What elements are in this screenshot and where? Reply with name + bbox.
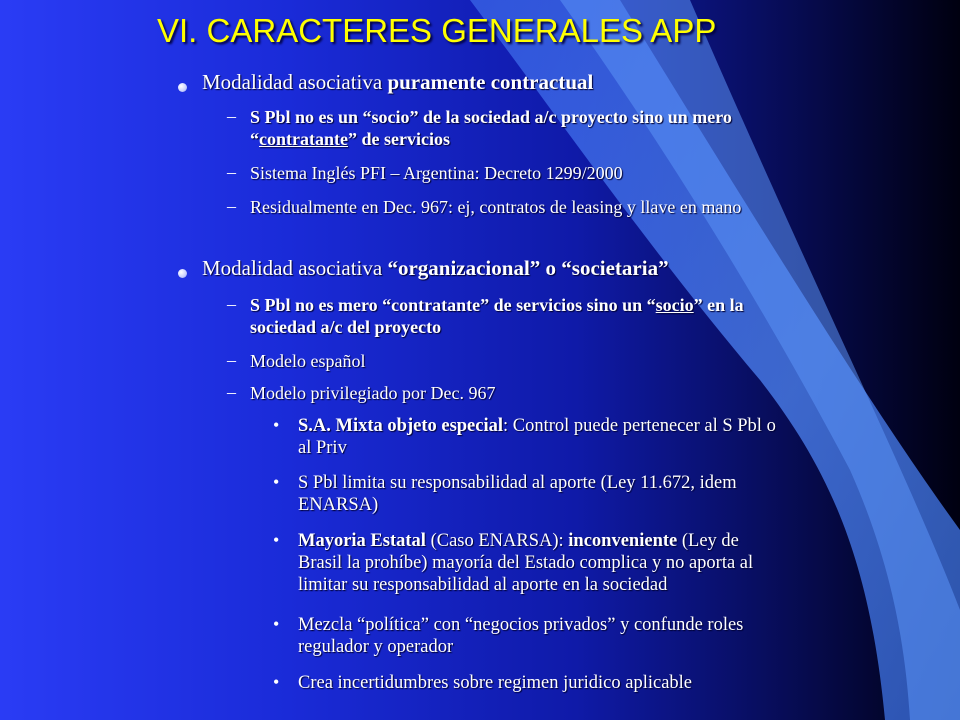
small-bullet-icon: • — [273, 472, 280, 492]
slide-title: VI. CARACTERES GENERALES APP — [157, 12, 717, 49]
sub-1-1-line2-end: ” de servicios — [347, 129, 450, 149]
point-1-line2: al Priv — [298, 438, 347, 458]
dash-icon: – — [227, 162, 236, 182]
dash-icon: – — [227, 382, 236, 402]
small-bullet-icon: • — [273, 672, 280, 692]
dash-icon: – — [227, 350, 236, 370]
sub-1-2: Sistema Inglés PFI – Argentina: Decreto 1299/2000 — [250, 163, 623, 183]
bullet-1-bold: puramente contractual — [387, 70, 594, 94]
sub-2-1 — [250, 294, 930, 338]
point-3-line2: Brasil la prohíbe) mayoría del Estado complica y no aporta al — [298, 553, 754, 573]
point-2 — [298, 472, 928, 516]
bullet-1 — [202, 70, 593, 95]
sub-2-1-post: ” en la — [693, 295, 744, 315]
point-3-bold2: inconveniente — [568, 531, 678, 551]
dash-icon: – — [227, 196, 236, 216]
bullet-2 — [202, 256, 669, 281]
sub-2-1-underlined: socio — [655, 295, 694, 315]
point-1 — [298, 415, 928, 459]
point-4-line2: regulador y operador — [298, 637, 454, 657]
point-3-line3: limitar su responsabilidad al aporte en la sociedad — [298, 575, 668, 595]
sub-1-3: Residualmente en Dec. 967: ej, contratos de leasing y llave en mano — [250, 197, 742, 217]
dash-icon: – — [227, 106, 236, 126]
point-1-rest: : Control puede pertenecer al S Pbl o — [503, 416, 776, 436]
small-bullet-icon: • — [273, 415, 280, 435]
point-3-mid: (Caso ENARSA): — [425, 531, 569, 551]
point-3 — [298, 530, 928, 596]
bullet-1-prefix: Modalidad asociativa — [202, 70, 388, 94]
sub-1-1-underlined: contratante — [259, 129, 348, 149]
small-bullet-icon: • — [273, 530, 280, 550]
point-2-line2: ENARSA) — [298, 495, 379, 515]
sub-1-1-quote: “ — [250, 129, 259, 149]
bullet-dot-icon — [178, 269, 187, 278]
small-bullet-icon: • — [273, 614, 280, 634]
sub-2-3: Modelo privilegiado por Dec. 967 — [250, 383, 496, 403]
sub-1-1 — [250, 106, 930, 150]
sub-1-1-line1: S Pbl no es un “socio” de la sociedad a/c proyecto sino un mero — [250, 107, 732, 127]
sub-2-1-pre: S Pbl no es mero “contratante” de servicios sino un “ — [250, 295, 656, 315]
sub-2-2: Modelo español — [250, 351, 366, 371]
point-3-bold1: Mayoria Estatal — [298, 531, 426, 551]
point-1-bold: S.A. Mixta objeto especial — [298, 416, 504, 436]
point-5: Crea incertidumbres sobre regimen juridico aplicable — [298, 673, 693, 693]
point-4-line1: Mezcla “política” con “negocios privados” y confunde roles — [298, 615, 744, 635]
point-2-line1: S Pbl limita su responsabilidad al aporte (Ley 11.672, idem — [298, 473, 737, 493]
sub-2-1-line2: sociedad a/c del proyecto — [250, 317, 442, 337]
bullet-2-prefix: Modalidad asociativa — [202, 256, 388, 280]
bullet-dot-icon — [178, 83, 187, 92]
dash-icon: – — [227, 294, 236, 314]
bullet-2-bold: “organizacional” o “societaria” — [387, 256, 669, 280]
point-4 — [298, 614, 928, 658]
point-3-end: (Ley de — [677, 531, 739, 551]
